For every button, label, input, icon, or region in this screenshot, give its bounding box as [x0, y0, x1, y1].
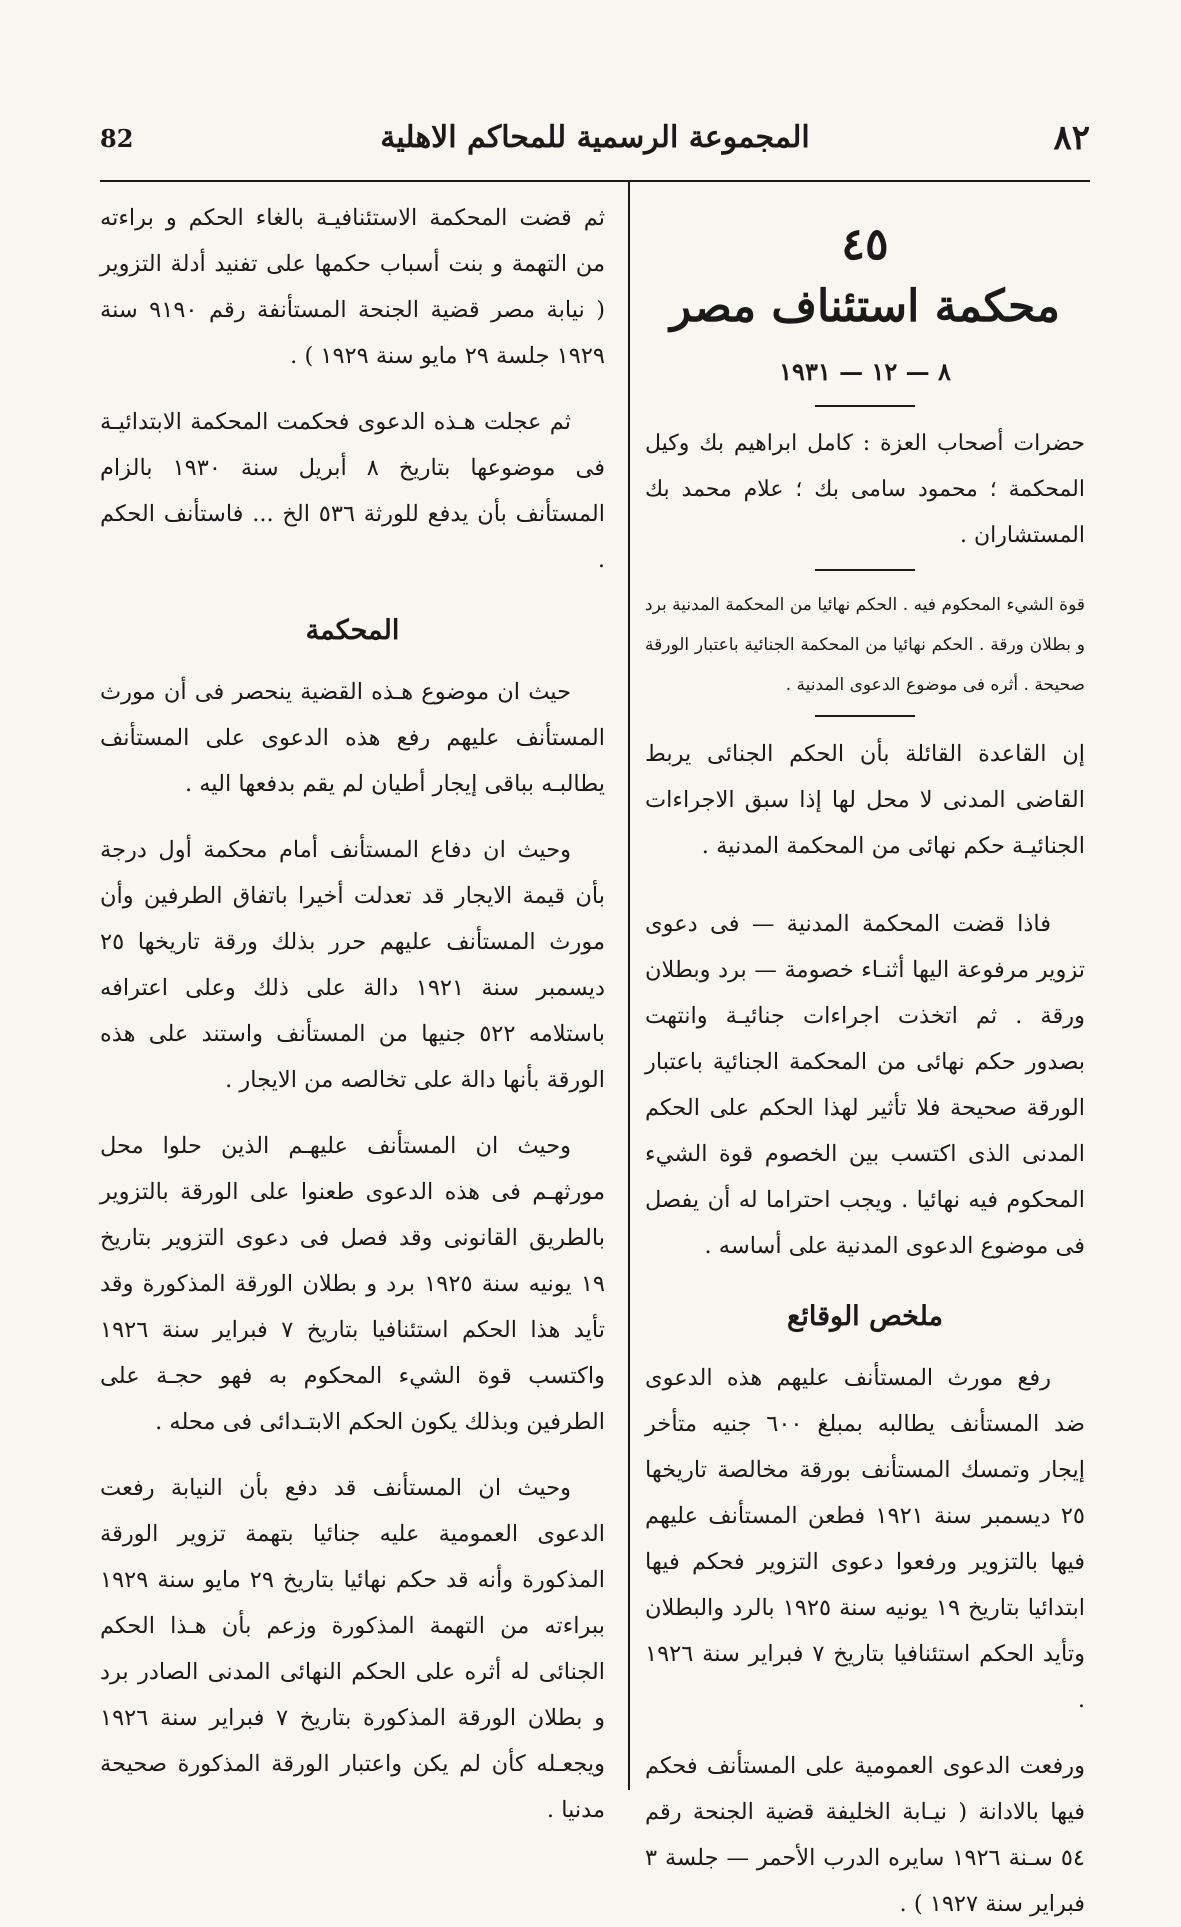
body-paragraph: ثم قضت المحكمة الاستئنافيـة بالغاء الحكم و براءته من التهمة و بنت أسباب حكمها على تفنيد أدلة التزوير ( نيابة مصر قضية الجنحة المستأنفة رقم ٩١٩٠ سنة ١٩٢٩ جلسة ٢٩ مايو سنة ١٩٢٩ ) . — [100, 205, 605, 369]
headnote-keywords: قوة الشيء المحكوم فيه . الحكم نهائيا من المحكمة المدنية برد و بطلان ورقة . الحكم نهائيا من المحكمة الجنائية باعتبار الورقة صحيحة . أثره فى موضوع الدعوى المدنية . — [645, 595, 1085, 695]
facts-heading: ملخص الوقائع — [786, 1301, 943, 1332]
paragraph-gap — [100, 1103, 605, 1123]
page-number-latin: 82 — [100, 124, 134, 153]
paragraph-gap — [645, 869, 1085, 901]
column-divider — [628, 182, 630, 1790]
body-paragraph: حيث ان موضوع هـذه القضية ينحصر فى أن مورث المستأنف عليهم رفع هذه الدعوى على المستأنف يطالبـه بباقى إيجار أطيان لم يقم بدفعها اليه . — [100, 679, 605, 797]
paragraph-gap — [645, 1723, 1085, 1743]
court-name: محكمة استئناف مصر — [670, 281, 1060, 332]
separator-rule — [815, 405, 915, 407]
paragraph-gap — [100, 1445, 605, 1465]
paragraph-gap — [100, 807, 605, 827]
body-paragraph: وحيث ان المستأنف قد دفع بأن النيابة رفعت الدعوى العمومية عليه جنائيا بتهمة تزوير الورقة المذكورة وأنه قد حكم نهائيا بتاريخ ٢٩ مايو سنة ١٩٢٩ ببراءته من التهمة المذكورة وزعم بأن هـذا الحكم الجنائى له أثره على الحكم النهائى المدنى الصادر برد و بطلان الورقة المذكورة بتاريخ ٧ فبراير سنة ١٩٢٦ ويجعـله كأن لم يكن واعتبار الورقة المذكورة صحيحة مدنيا . — [100, 1475, 605, 1823]
header-rule — [100, 180, 1090, 182]
body-paragraph: ثم عجلت هـذه الدعوى فحكمت المحكمة الابتدائيـة فى موضوعها بتاريخ ٨ أبريل سنة ١٩٣٠ بالزام المستأنف بأن يدفع للورثة ٥٣٦ الخ ... فاستأنف الحكم . — [100, 409, 605, 573]
page-header — [100, 118, 1090, 158]
body-paragraph: وحيث ان دفاع المستأنف أمام محكمة أول درجة بأن قيمة الايجار قد تعدلت أخيرا باتفاق الطرفين وأن مورث المستأنف عليهم حرر بذلك ورقة تاريخها ٢٥ ديسمبر سنة ١٩٢١ دالة على ذلك وعلى اعترافه باستلامه ٥٢٢ جنيها من المستأنف واستند على هذه الورقة بأنها دالة على تخالصه من الايجار . — [100, 837, 606, 1093]
judgment-date: ٨ — ١٢ — ١٩٣١ — [779, 357, 951, 386]
page-number-arabic: ٨٢ — [1053, 118, 1090, 158]
case-number: ٤٥ — [841, 219, 889, 270]
facts-paragraph: ورفعت الدعوى العمومية على المستأنف فحكم فيها بالادانة ( نيـابة الخليفة قضية الجنحة رقم ٥٤ سـنة ١٩٢٦ سايره الدرب الأحمر — جلسة ٣ فبراير سنة ١٩٢٧ ) . — [645, 1753, 1085, 1917]
principle-paragraph: فاذا قضت المحكمة المدنية — فى دعوى تزوير مرفوعة اليها أثنـاء خصومة — برد وبطلان ورقة . ثم اتخذت اجراءات جنائيـة وانتهت بصدور حكم نهائى من المحكمة الجنائية باعتبار الورقة صحيحة فلا تأثير لهذا الحكم على الحكم المدنى الذى اكتسب بين الخصوم قوة الشيء المحكوم فيه نهائيا . ويجب احتراما له أن يفصل فى موضوع الدعوى المدنية على أساسه . — [645, 911, 1085, 1259]
paragraph-gap — [100, 379, 605, 399]
publication-title: المجموعة الرسمية للمحاكم الاهلية — [380, 120, 810, 155]
left-column — [100, 195, 605, 1833]
separator-rule — [815, 715, 915, 717]
court-section-heading: المحكمة — [305, 615, 400, 646]
body-paragraph: وحيث ان المستأنف عليهـم الذين حلوا محل مورثهـم فى هذه الدعوى طعنوا على الورقة بالتزوير بالطريق القانونى وقد فصل فى دعوى التزوير بتاريخ ١٩ يونيه سنة ١٩٢٥ برد و بطلان الورقة المذكورة وقد تأيد هذا الحكم استئنافيا بتاريخ ٧ فبراير سنة ١٩٢٦ واكتسب قوة الشيء المحكوم به فهو حجـة على الطرفين وبذلك يكون الحكم الابتـدائى فى محله . — [100, 1133, 606, 1435]
right-column — [645, 195, 1085, 1927]
facts-paragraph: رفع مورث المستأنف عليهم هذه الدعوى ضد المستأنف يطالبه بمبلغ ٦٠٠ جنيه متأخر إيجار وتمسك المستأنف بورقة مخالصة تاريخها ٢٥ ديسمبر سنة ١٩٢١ فطعن المستأنف عليهم فيها بالتزوير ورفعوا دعوى التزوير فحكم فيها ابتدائيا بتاريخ ١٩ يونيه سنة ١٩٢٥ بالرد والبطلان وتأيد الحكم استئنافيا بتاريخ ٧ فبراير سنة ١٩٢٦ . — [645, 1365, 1086, 1713]
separator-rule — [815, 569, 915, 571]
principle-paragraph: إن القاعدة القائلة بأن الحكم الجنائى يربط القاضى المدنى لا محل لها إذا سبق الاجراءات الجنائيـة حكم نهائى من المحكمة المدنية . — [645, 741, 1085, 859]
judges-paragraph: حضرات أصحاب العزة : كامل ابراهيم بك وكيل المحكمة ؛ محمود سامى بك ؛ علام محمد بك المستشاران . — [645, 431, 1085, 548]
